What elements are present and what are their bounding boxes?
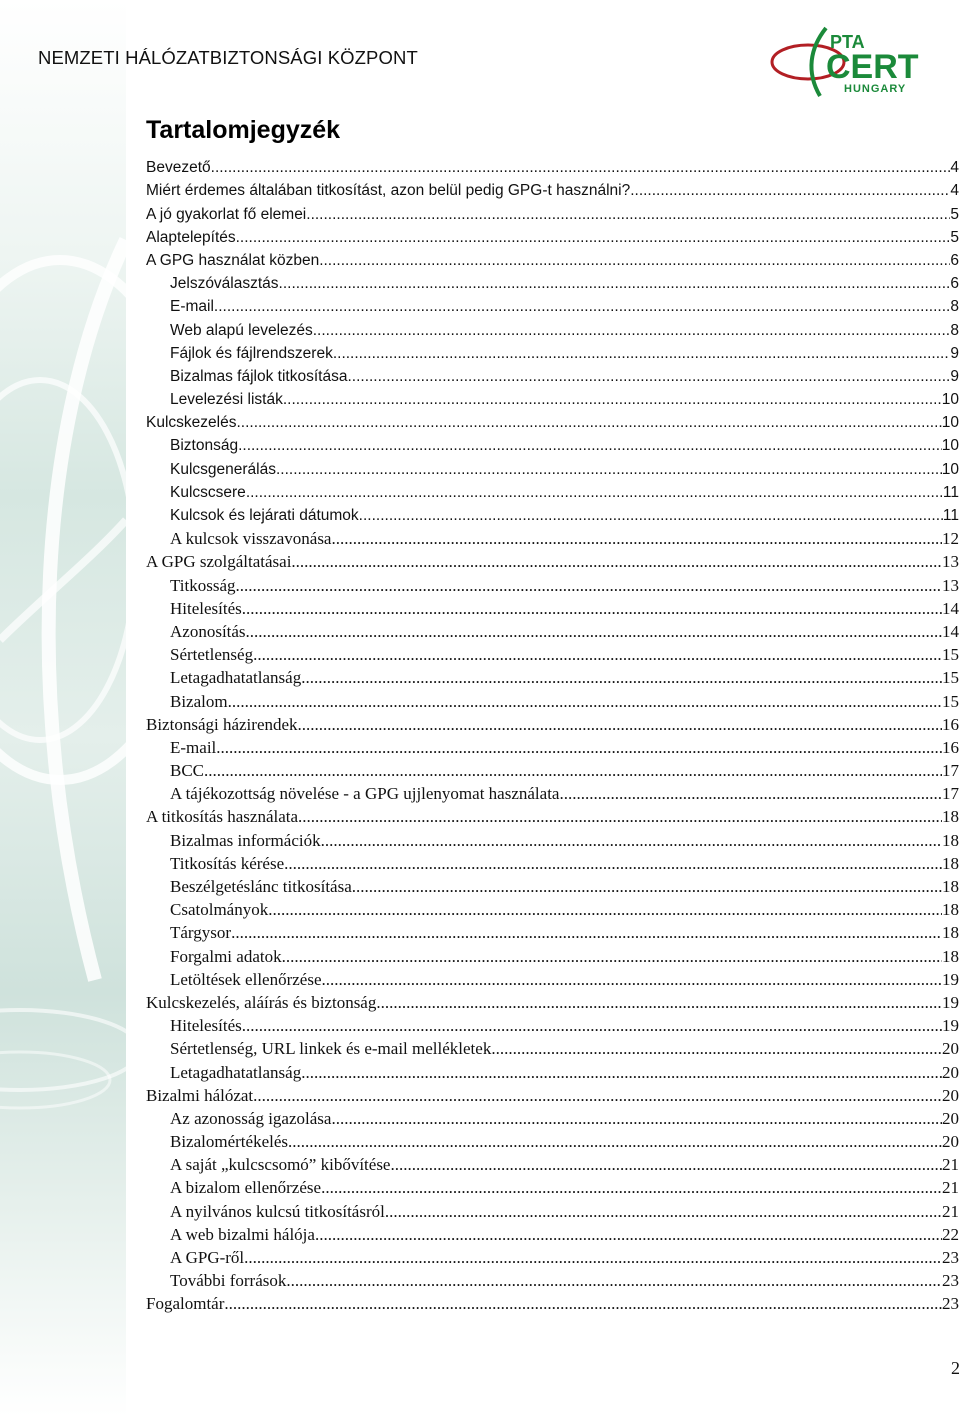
toc-leader-dots [376, 991, 942, 1014]
toc-entry[interactable] [146, 1246, 959, 1269]
toc-entry-page: 4 [950, 159, 959, 177]
toc-entry-page: 11 [942, 483, 959, 501]
toc-leader-dots [214, 295, 950, 318]
toc-leader-dots [298, 713, 942, 736]
toc-entry-label: Kulcsok és lejárati dátumok [170, 507, 359, 524]
toc-entry-page: 23 [942, 1248, 959, 1267]
toc-entry-page: 21 [942, 1178, 959, 1198]
toc-entry-label: Bizalom [170, 691, 228, 711]
toc-entry[interactable] [146, 179, 959, 202]
toc-entry[interactable] [146, 1084, 959, 1107]
toc-entry-page: 23 [942, 1294, 959, 1314]
toc-entry[interactable] [146, 1037, 959, 1060]
toc-entry-label: Beszélgetéslánc titkosítása [170, 877, 352, 896]
toc-entry-page: 6 [950, 275, 959, 293]
toc-entry-page: 18 [942, 830, 959, 850]
toc-entry-page: 20 [942, 1085, 959, 1105]
toc-entry[interactable] [146, 921, 959, 944]
toc-leader-dots [228, 690, 942, 713]
toc-title: Tartalomjegyzék [146, 116, 341, 144]
toc-entry[interactable] [146, 643, 959, 666]
toc-entry-page: 19 [942, 1016, 959, 1036]
toc-entry-label: A GPG használat közben [146, 251, 320, 269]
toc-entry-label: BCC [170, 761, 205, 781]
toc-entry[interactable] [146, 1269, 959, 1292]
toc-entry-label: Levelezési listák [170, 391, 283, 409]
page-number: 2 [951, 1358, 960, 1378]
toc-entry[interactable] [146, 782, 959, 805]
toc-leader-dots [242, 1014, 942, 1037]
toc-entry-label: Csatolmányok [170, 900, 269, 920]
toc-entry-page: 17 [942, 784, 959, 804]
toc-leader-dots [244, 1246, 942, 1269]
toc-entry-page: 21 [942, 1201, 959, 1221]
toc-leader-dots [236, 226, 951, 249]
toc-entry-label: Hitelesítés [170, 598, 242, 618]
toc-leader-dots [322, 968, 942, 991]
toc-leader-dots [491, 1037, 942, 1060]
toc-entry-page: 10 [941, 414, 959, 432]
toc-entry[interactable] [146, 365, 959, 388]
toc-leader-dots [347, 365, 950, 388]
toc-entry-label: Fájlok és fájlrendszerek [170, 344, 333, 362]
toc-entry-page: 6 [950, 251, 959, 269]
toc-entry-label: Tárgysor [170, 923, 232, 943]
toc-entry[interactable] [146, 573, 959, 596]
toc-entry[interactable] [146, 991, 959, 1014]
toc-entry[interactable] [146, 1199, 959, 1222]
toc-entry-page: 18 [942, 877, 959, 896]
toc-entry-label: Bevezető [146, 159, 211, 177]
toc-leader-dots [204, 759, 942, 782]
toc-entry-label: Alaptelepítés [146, 228, 236, 246]
toc-leader-dots [231, 921, 942, 944]
toc-entry-page: 23 [942, 1271, 959, 1291]
toc-leader-dots [253, 1084, 942, 1107]
toc-entry-label: Titkosítás kérése [170, 853, 285, 873]
toc-entry-label: Bizalmas fájlok titkosítása [170, 367, 348, 385]
toc-entry[interactable] [146, 202, 959, 225]
toc-entry[interactable] [146, 620, 959, 643]
toc-entry-label: Bizalmi hálózat [146, 1085, 254, 1105]
toc-entry-label: A kulcsok visszavonása [170, 529, 332, 549]
toc-entry-label: Sértetlenség [170, 645, 254, 665]
toc-entry-page: 14 [942, 621, 959, 641]
toc-leader-dots [224, 1292, 942, 1315]
toc-entry-label: Letagadhatatlanság [170, 1062, 302, 1082]
toc-entry-label: A jó gyakorlat fő elemei [146, 205, 307, 223]
toc-entry-page: 18 [942, 807, 959, 827]
toc-leader-dots [284, 852, 942, 875]
toc-entry-label: Az azonosság igazolása [170, 1108, 332, 1128]
decorative-side-band [0, 0, 126, 1417]
toc-leader-dots [246, 620, 942, 643]
toc-entry-page: 20 [942, 1132, 959, 1152]
toc-entry-page: 9 [950, 344, 959, 362]
toc-entry[interactable] [146, 342, 959, 365]
toc-entry[interactable] [146, 875, 959, 898]
toc-entry-label: Letagadhatatlanság [170, 668, 302, 688]
toc-entry[interactable] [146, 434, 959, 457]
toc-entry-page: 16 [942, 737, 959, 757]
toc-leader-dots [236, 411, 941, 434]
toc-entry-label: Kulcsgenerálás [170, 460, 276, 478]
toc-entry-page: 14 [942, 598, 959, 618]
toc-leader-dots [236, 574, 942, 597]
toc-entry[interactable] [146, 226, 959, 249]
toc-leader-dots [313, 319, 951, 342]
logo-pta-text: PTA [830, 32, 865, 52]
toc-entry[interactable] [146, 457, 959, 480]
toc-leader-dots [286, 1269, 942, 1292]
toc-leader-dots [276, 458, 942, 481]
toc-entry-page: 5 [950, 228, 959, 246]
toc-entry-page: 9 [950, 367, 959, 385]
toc-entry-page: 15 [942, 668, 959, 688]
toc-entry[interactable] [146, 1153, 959, 1176]
toc-entry-page: 15 [942, 691, 959, 711]
toc-leader-dots [630, 179, 950, 202]
toc-entry-label: A GPG szolgáltatásai [146, 552, 292, 572]
toc-entry-page: 13 [942, 575, 959, 595]
toc-entry[interactable] [146, 411, 959, 434]
toc-entry-label: A bizalom ellenőrzése [170, 1178, 322, 1198]
toc-entry-label: E-mail [170, 737, 217, 757]
toc-entry[interactable] [146, 666, 959, 689]
toc-entry[interactable] [146, 1176, 959, 1199]
toc-entry-page: 17 [942, 761, 959, 781]
toc-leader-dots [253, 643, 942, 666]
toc-entry-label: Hitelesítés [170, 1016, 242, 1036]
toc-entry[interactable] [146, 1223, 959, 1246]
toc-leader-dots [298, 805, 942, 828]
toc-leader-dots [321, 829, 942, 852]
toc-entry-page: 20 [942, 1108, 959, 1128]
toc-entry-page: 18 [942, 923, 959, 943]
toc-entry-page: 15 [942, 645, 959, 665]
toc-entry[interactable] [146, 805, 959, 828]
toc-entry[interactable] [146, 1107, 959, 1130]
toc-entry[interactable] [146, 828, 959, 851]
toc-entry-page: 21 [942, 1155, 959, 1175]
toc-entry[interactable] [146, 944, 959, 967]
toc-leader-dots [268, 898, 942, 921]
toc-leader-dots [359, 504, 943, 527]
toc-entry-label: Biztonsági házirendek [146, 714, 298, 734]
toc-entry-label: A saját „kulcscsomó” kibővítése [170, 1155, 391, 1175]
toc-entry[interactable] [146, 689, 959, 712]
toc-entry-label: A nyilvános kulcsú titkosításról [170, 1201, 385, 1221]
toc-entry-label: Fogalomtár [146, 1294, 225, 1314]
toc-entry-label: Biztonság [170, 437, 239, 455]
toc-entry-page: 18 [942, 853, 959, 873]
toc-entry-label: Titkosság [170, 575, 236, 595]
toc-entry-page: 10 [941, 437, 959, 455]
toc-entry-page: 20 [942, 1039, 959, 1059]
toc-entry-label: A tájékozottság növelése - a GPG ujjlenyomat használata [170, 784, 560, 804]
toc-leader-dots [319, 249, 950, 272]
toc-leader-dots [242, 597, 942, 620]
toc-entry-page: 10 [941, 460, 959, 478]
toc-entry-page: 20 [942, 1062, 959, 1082]
toc-entry[interactable] [146, 1060, 959, 1083]
toc-entry-page: 13 [942, 552, 959, 572]
organization-name: NEMZETI HÁLÓZATBIZTONSÁGI KÖZPONT [38, 47, 418, 68]
toc-entry-page: 12 [942, 529, 959, 549]
toc-leader-dots [390, 1153, 942, 1176]
toc-leader-dots [288, 1130, 942, 1153]
toc-leader-dots [211, 156, 951, 179]
toc-entry[interactable] [146, 1130, 959, 1153]
toc-entry[interactable] [146, 1292, 959, 1315]
toc-entry-page: 4 [950, 182, 959, 200]
toc-entry-page: 22 [942, 1224, 959, 1244]
toc-entry[interactable] [146, 318, 959, 341]
toc-entry-label: Forgalmi adatok [170, 946, 282, 966]
toc-leader-dots [333, 342, 951, 365]
toc-leader-dots [315, 1223, 942, 1246]
toc-entry-label: A web bizalmi hálója [170, 1224, 315, 1244]
toc-entry-label: Bizalomértékelés [170, 1132, 289, 1152]
toc-leader-dots [301, 1061, 942, 1084]
toc-entry-label: Sértetlenség, URL linkek és e-mail mellékletek [170, 1039, 492, 1059]
toc-entry[interactable] [146, 295, 959, 318]
logo-cert-text: CERT [826, 48, 919, 86]
toc-leader-dots [331, 1107, 942, 1130]
toc-entry-page: 19 [942, 969, 959, 989]
toc-entry[interactable] [146, 852, 959, 875]
toc-entry[interactable] [146, 597, 959, 620]
toc-leader-dots [291, 550, 942, 573]
toc-entry-label: Jelszóválasztás [170, 275, 279, 293]
toc-entry[interactable] [146, 388, 959, 411]
toc-leader-dots [246, 481, 943, 504]
toc-entry-label: Bizalmas információk [170, 830, 321, 850]
toc-leader-dots [282, 945, 942, 968]
toc-entry-page: 16 [942, 714, 959, 734]
toc-leader-dots [331, 527, 942, 550]
toc-entry[interactable] [146, 249, 959, 272]
toc-entry-page: 8 [950, 298, 959, 316]
toc-entry-page: 10 [941, 391, 959, 409]
toc-entry[interactable] [146, 713, 959, 736]
toc-leader-dots [238, 434, 942, 457]
toc-entry[interactable] [146, 1014, 959, 1037]
toc-leader-dots [385, 1200, 942, 1223]
toc-entry-label: E-mail [170, 298, 214, 316]
toc-entry-page: 11 [942, 507, 959, 524]
toc-entry-label: A GPG-ről [170, 1248, 245, 1267]
logo-hungary-text: HUNGARY [844, 83, 907, 95]
table-of-contents [146, 156, 959, 1315]
decorative-swirl-graphic [0, 0, 126, 1417]
toc-leader-dots [216, 736, 942, 759]
toc-entry[interactable] [146, 736, 959, 759]
toc-entry[interactable] [146, 550, 959, 573]
toc-leader-dots [352, 875, 942, 898]
toc-entry-label: Azonosítás [170, 621, 246, 641]
toc-entry-label: Web alapú levelezés [170, 321, 313, 339]
toc-entry-page: 18 [942, 946, 959, 966]
toc-entry-page: 19 [942, 992, 959, 1012]
toc-entry[interactable] [146, 968, 959, 991]
toc-leader-dots [283, 388, 942, 411]
toc-entry-label: További források [170, 1271, 287, 1291]
toc-entry[interactable] [146, 156, 959, 179]
toc-leader-dots [321, 1176, 942, 1199]
toc-leader-dots [301, 666, 942, 689]
toc-entry[interactable] [146, 898, 959, 921]
toc-entry-page: 5 [950, 205, 959, 223]
toc-leader-dots [279, 272, 951, 295]
toc-entry-label: Miért érdemes általában titkosítást, azon belül pedig GPG-t használni? [146, 182, 631, 200]
toc-entry-label: Kulcscsere [170, 483, 246, 501]
toc-entry[interactable] [146, 481, 959, 504]
toc-entry-page: 8 [950, 321, 959, 339]
toc-entry-page: 18 [942, 900, 959, 920]
pta-cert-hungary-logo [768, 26, 948, 98]
toc-leader-dots [559, 782, 942, 805]
toc-entry[interactable] [146, 272, 959, 295]
toc-entry[interactable] [146, 527, 959, 550]
toc-entry[interactable] [146, 504, 959, 527]
toc-entry[interactable] [146, 759, 959, 782]
toc-entry-label: A titkosítás használata [146, 807, 299, 827]
toc-entry-label: Letöltések ellenőrzése [170, 969, 322, 989]
toc-leader-dots [306, 203, 950, 226]
toc-entry-label: Kulcskezelés, aláírás és biztonság [146, 992, 377, 1012]
toc-entry-label: Kulcskezelés [146, 414, 237, 432]
